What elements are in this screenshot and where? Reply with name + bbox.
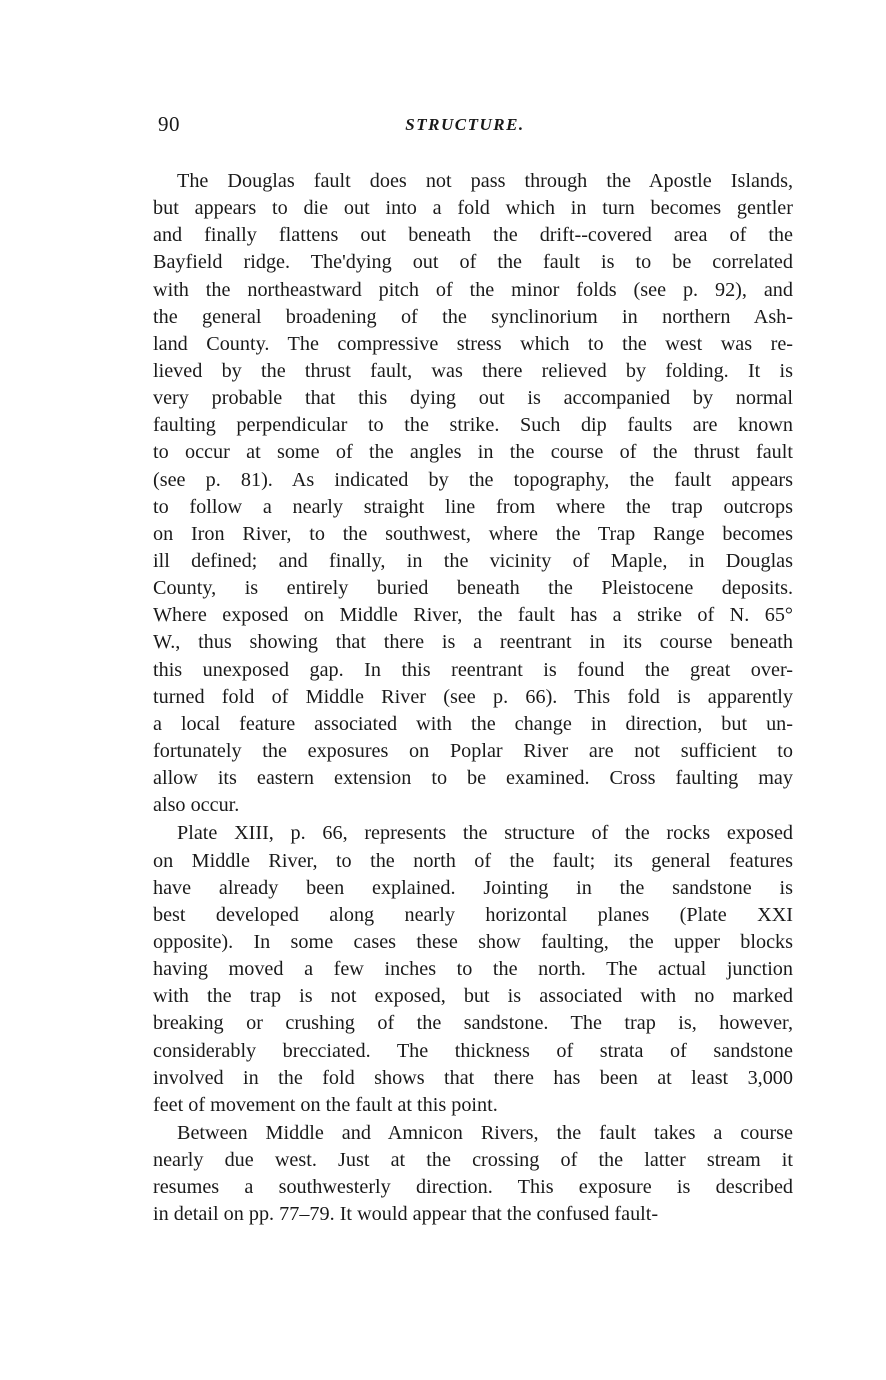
text-line: very probable that this dying out is accompanied by normal: [153, 387, 793, 410]
text-line: Plate XIII, p. 66, represents the structure of the rocks exposed: [177, 822, 793, 845]
text-line: the general broadening of the synclinorium in northern Ash-: [153, 305, 793, 328]
text-line: also occur.: [153, 794, 240, 817]
text-line: but appears to die out into a fold which in turn becomes gentler: [153, 197, 793, 220]
paragraph-middle-amnicon: [153, 1120, 793, 1229]
text-line: best developed along nearly horizontal planes (Plate XXI: [153, 903, 793, 926]
text-line: ill defined; and finally, in the vicinity of Maple, in Douglas: [153, 549, 793, 572]
text-line: land County. The compressive stress which to the west was re-: [153, 332, 793, 355]
running-head: STRUCTURE.: [405, 115, 525, 134]
text-line: to follow a nearly straight line from where the trap outcrops: [153, 495, 793, 518]
body-text: [153, 168, 793, 1228]
text-line: Between Middle and Amnicon Rivers, the fault takes a course: [177, 1121, 793, 1144]
text-line: feet of movement on the fault at this point.: [153, 1093, 498, 1116]
text-line: have already been explained. Jointing in the sandstone is: [153, 876, 793, 899]
text-line: County, is entirely buried beneath the Pleistocene deposits.: [153, 577, 793, 600]
text-line: this unexposed gap. In this reentrant is found the great over-: [153, 658, 793, 681]
text-line: allow its eastern extension to be examined. Cross faulting may: [153, 767, 793, 790]
text-line: considerably brecciated. The thickness of strata of sandstone: [153, 1039, 793, 1062]
text-line: to occur at some of the angles in the course of the thrust fault: [153, 441, 793, 464]
text-line: with the trap is not exposed, but is associated with no marked: [153, 985, 793, 1008]
text-line: resumes a southwesterly direction. This exposure is described: [153, 1176, 793, 1199]
page-number: 90: [158, 112, 180, 136]
text-line: fortunately the exposures on Poplar River are not sufficient to: [153, 739, 793, 762]
text-line: having moved a few inches to the north. The actual junction: [153, 958, 793, 981]
text-line: Where exposed on Middle River, the fault has a strike of N. 65°: [153, 604, 793, 627]
text-line: on Middle River, to the north of the fault; its general features: [153, 849, 793, 872]
text-line: turned fold of Middle River (see p. 66). This fold is apparently: [153, 685, 793, 708]
text-line: and finally flattens out beneath the drift--covered area of the: [153, 224, 793, 247]
text-line: in detail on pp. 77–79. It would appear that the confused fault-: [153, 1203, 659, 1226]
text-line: lieved by the thrust fault, was there relieved by folding. It is: [153, 359, 793, 382]
text-line: faulting perpendicular to the strike. Such dip faults are known: [153, 414, 793, 437]
text-line: breaking or crushing of the sandstone. The trap is, however,: [153, 1012, 793, 1035]
text-line: involved in the fold shows that there has been at least 3,000: [153, 1066, 793, 1089]
text-line: (see p. 81). As indicated by the topography, the fault appears: [153, 468, 793, 491]
text-line: nearly due west. Just at the crossing of the latter stream it: [153, 1149, 793, 1172]
text-line: with the northeastward pitch of the minor folds (see p. 92), and: [153, 278, 793, 301]
text-line: Bayfield ridge. The'dying out of the fault is to be correlated: [153, 251, 793, 274]
paragraph-plate-xiii: [153, 820, 793, 1119]
text-line: a local feature associated with the change in direction, but un-: [153, 712, 793, 735]
text-line: opposite). In some cases these show faulting, the upper blocks: [153, 930, 793, 953]
text-line: on Iron River, to the southwest, where the Trap Range becomes: [153, 522, 793, 545]
text-line: W., thus showing that there is a reentrant in its course beneath: [153, 631, 793, 654]
paragraph-douglas-fault: [153, 168, 793, 819]
text-line: The Douglas fault does not pass through the Apostle Islands,: [177, 170, 793, 192]
